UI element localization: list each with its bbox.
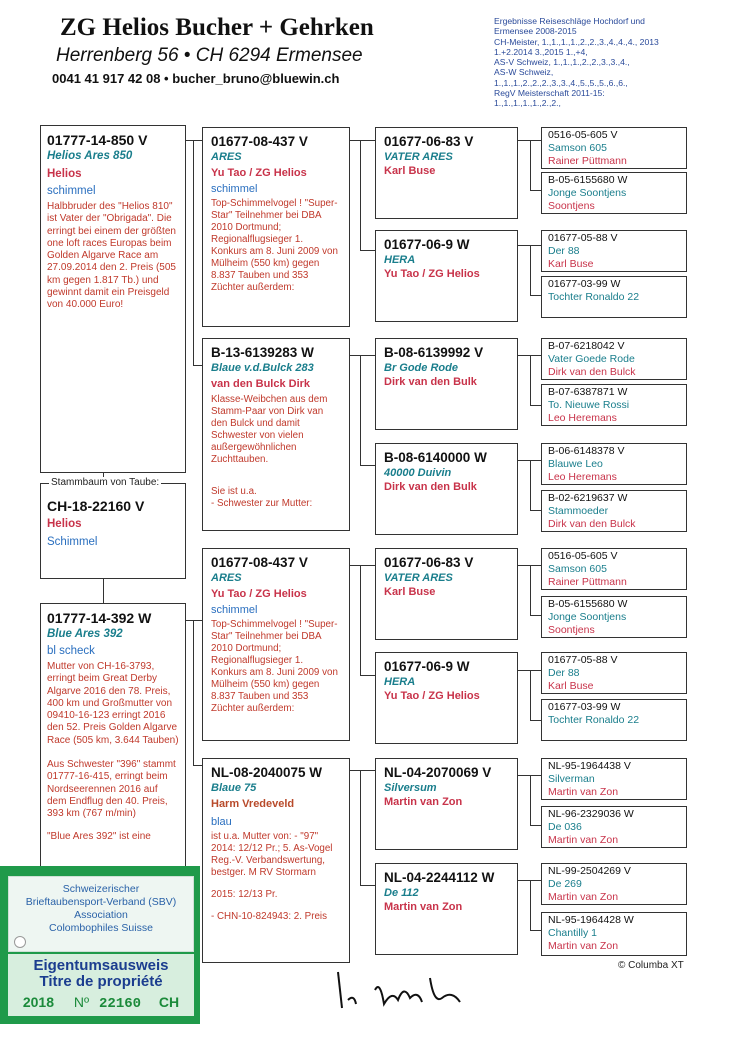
- dam-note: "Blue Ares 392" ist eine: [47, 830, 151, 842]
- ggp-ring: B-08-6139992 V: [384, 345, 484, 360]
- connector-line: [530, 405, 541, 406]
- dam-note: Mutter von CH-16-3793, erringt beim Great Derby Algarve 2016 den 78. Preis, 400 km und Großmutter von 09410-16-123 erringt 2016 den 52. Preis Golden Algarve Race (505 km, 3.644 Tauben): [47, 661, 179, 746]
- connector-line: [530, 245, 531, 295]
- results-line: AS-W Schweiz,: [494, 67, 554, 78]
- gen4-name: Der 88: [548, 245, 580, 257]
- connector-line: [360, 565, 361, 675]
- results-line: Ergebnisse Reiseschläge Hochdorf und: [494, 16, 645, 26]
- ggp-ring: B-08-6140000 W: [384, 450, 487, 465]
- grandparent-name: ARES: [211, 572, 242, 584]
- gen4-card: [541, 806, 687, 848]
- connector-line: [530, 825, 541, 826]
- card-year: 2018: [22, 994, 54, 1010]
- connector-line: [530, 775, 531, 825]
- connector-line: [103, 578, 104, 603]
- grandparent-color: schimmel: [211, 604, 258, 616]
- grandparent-ring: NL-08-2040075 W: [211, 765, 323, 780]
- gen4-owner: Karl Buse: [548, 680, 594, 692]
- connector-line: [530, 295, 541, 296]
- ownership-card: [0, 866, 200, 1024]
- ggp-ring: 01677-06-9 W: [384, 237, 470, 252]
- gen4-owner: Martin van Zon: [548, 891, 619, 903]
- gen4-owner: Dirk van den Bulck: [548, 366, 636, 378]
- sire-color: schimmel: [47, 185, 96, 197]
- results-line: Ermensee 2008-2015: [494, 26, 577, 37]
- gen4-card: [541, 490, 687, 532]
- gen4-card: [541, 699, 687, 741]
- ggp-owner: Karl Buse: [384, 586, 436, 598]
- ggp-owner: Yu Tao / ZG Helios: [384, 690, 480, 702]
- contact-line: 0041 41 917 42 08 • bucher_bruno@bluewin.ch: [52, 71, 340, 86]
- ggp-name: Br Gode Rode: [384, 362, 458, 374]
- gen4-owner: Rainer Püttmann: [548, 155, 627, 167]
- gen4-ring: B-05-6155680 W: [548, 598, 628, 610]
- gen4-card: [541, 384, 687, 426]
- ggp-owner: Dirk van den Bulk: [384, 376, 477, 388]
- grandparent-owner: Yu Tao / ZG Helios: [211, 167, 307, 179]
- grandparent-owner: van den Bulck Dirk: [211, 378, 311, 390]
- grandparent-ring: 01677-08-437 V: [211, 555, 308, 570]
- subject-name: Helios: [47, 518, 82, 530]
- grandparent-name: Blaue v.d.Bulck 283: [211, 362, 314, 374]
- connector-line: [530, 930, 541, 931]
- ggp-owner: Karl Buse: [384, 165, 436, 177]
- gen4-ring: B-07-6218042 V: [548, 340, 625, 352]
- gen4-owner: Leo Heremans: [548, 471, 617, 483]
- gen4-ring: NL-99-2504269 V: [548, 865, 631, 877]
- gen4-card: [541, 912, 687, 956]
- dam-name: Blue Ares 392: [47, 628, 123, 640]
- results-line: 1.,1.,1.,2.,2.,2.,3.,3.,4.,5.,5.,5.,6.,6.,: [494, 77, 628, 88]
- grandparent-card: [202, 758, 350, 963]
- ggp-owner: Yu Tao / ZG Helios: [384, 268, 480, 280]
- gen4-ring: NL-96-2329036 W: [548, 808, 634, 820]
- connector-line: [360, 675, 375, 676]
- results-line: 1.+2.2014 3.,2015 1.,+4,: [494, 46, 588, 57]
- gen4-name: Blauwe Leo: [548, 458, 603, 470]
- grandparent-name: Blaue 75: [211, 782, 257, 794]
- gen4-name: De 269: [548, 878, 582, 890]
- ggp-name: De 112: [384, 887, 419, 899]
- dam-note: Aus Schwester "396" stammt 01777-16-415, erringt beim Nordseerennen 2016 auf dem Endflug den 40. Preis, 393 km (767 m/min): [47, 759, 176, 820]
- gen4-name: Tochter Ronaldo 22: [548, 714, 640, 726]
- gen4-ring: 01677-05-88 V: [548, 654, 618, 666]
- gen4-card: [541, 863, 687, 905]
- gen4-name: Silverman: [548, 773, 595, 785]
- great-grandparent-card: [375, 443, 518, 535]
- results-line: CH-Meister, 1.,1.,1.,1.,2.,2.,3.,4.,4.,4., 2013: [494, 36, 659, 47]
- gen4-name: Samson 605: [548, 563, 607, 575]
- grandparent-card: [202, 127, 350, 327]
- grandparent-note: Top-Schimmelvogel ! "Super-Star" Teilnehmer bei DBA 2010 Dortmund; Regionalflugsieger 1. Konkurs am 8. Juni 2009 von Mülheim (550 km) gegen 8.837 Tauben und 353 Züchter außerdem:: [211, 619, 338, 714]
- card-title: Eigentumsausweis: [33, 957, 169, 974]
- great-grandparent-card: [375, 230, 518, 322]
- sire-card: [40, 125, 186, 473]
- grandparent-note: Top-Schimmelvogel ! "Super-Star" Teilnehmer bei DBA 2010 Dortmund; Regionalflugsieger 1. Konkurs am 8. Juni 2009 von Mülheim (550 km) gegen 8.837 Tauben und 353 Züchter außerdem:: [211, 198, 338, 293]
- connector-line: [193, 140, 194, 365]
- ggp-ring: 01677-06-83 V: [384, 555, 474, 570]
- grandparent-card: [202, 338, 350, 531]
- great-grandparent-card: [375, 758, 518, 850]
- connector-line: [530, 510, 541, 511]
- gen4-owner: Martin van Zon: [548, 940, 619, 952]
- connector-line: [360, 355, 361, 465]
- results-note: [494, 16, 659, 109]
- gen4-owner: Dirk van den Bulck: [548, 518, 636, 530]
- gen4-card: [541, 443, 687, 485]
- gen4-card: [541, 230, 687, 272]
- gen4-card: [541, 758, 687, 800]
- grandparent-owner: Yu Tao / ZG Helios: [211, 588, 307, 600]
- card-org-line: Colombophiles Suisse: [49, 922, 153, 934]
- gen4-name: Jonge Soontjens: [548, 611, 627, 623]
- signature: [330, 960, 480, 1020]
- gen4-card: [541, 652, 687, 694]
- ggp-name: HERA: [384, 254, 416, 266]
- connector-line: [530, 565, 531, 615]
- grandparent-owner: Harm Vredeveld: [211, 798, 295, 810]
- gen4-ring: 01677-03-99 W: [548, 278, 621, 290]
- results-line: 1.,1.,1.,1.,1.,2.,2.,: [494, 98, 561, 109]
- gen4-name: Stammoeder: [548, 505, 609, 517]
- gen4-owner: Karl Buse: [548, 258, 594, 270]
- results-line: RegV Meisterschaft 2011-15:: [494, 88, 605, 99]
- ggp-owner: Martin van Zon: [384, 796, 463, 808]
- gen4-ring: B-02-6219637 W: [548, 492, 628, 504]
- great-grandparent-card: [375, 652, 518, 744]
- gen4-owner: Martin van Zon: [548, 834, 619, 846]
- results-line: AS-V Schweiz, 1.,1.,1.,2.,2.,3.,3.,4.,: [494, 57, 630, 68]
- connector-line: [360, 140, 361, 250]
- dam-card: [40, 603, 186, 873]
- ggp-ring: 01677-06-9 W: [384, 659, 470, 674]
- great-grandparent-card: [375, 863, 518, 955]
- grandparent-ring: B-13-6139283 W: [211, 345, 314, 360]
- sire-owner: Helios: [47, 168, 82, 180]
- ggp-name: Silversum: [384, 782, 437, 794]
- gen4-ring: 01677-05-88 V: [548, 232, 618, 244]
- gen4-card: [541, 338, 687, 380]
- subject-color: Schimmel: [47, 536, 98, 548]
- ggp-name: 40000 Duivin: [384, 467, 452, 479]
- ggp-ring: NL-04-2244112 W: [384, 870, 495, 885]
- ggp-name: VATER ARES: [384, 151, 453, 163]
- subject-card: [40, 477, 186, 579]
- gen4-ring: B-06-6148378 V: [548, 445, 625, 457]
- great-grandparent-card: [375, 127, 518, 219]
- card-number: 22160: [99, 996, 142, 1012]
- gen4-ring: 0516-05-605 V: [548, 550, 618, 562]
- gen4-ring: 0516-05-605 V: [548, 129, 618, 141]
- card-org-line: Brieftaubensport-Verband (SBV): [25, 896, 177, 908]
- dam-color: bl scheck: [47, 645, 95, 657]
- card-country: CH: [158, 994, 180, 1010]
- connector-line: [360, 770, 361, 885]
- sire-note: Halbbruder des "Helios 810" ist Vater der "Obrigada". Die erringt bei einem der größten one loft races Europas beim Golden Algarve Race am 27.09.2014 den 2. Preis (505 km gegen 1.817 Tb.) und gewinnt damit ein Preisgeld von 40.000 Euro!: [47, 201, 176, 311]
- gen4-ring: B-07-6387871 W: [548, 386, 628, 398]
- gen4-owner: Rainer Püttmann: [548, 576, 627, 588]
- card-title: Titre de propriété: [39, 973, 163, 990]
- great-grandparent-card: [375, 338, 518, 430]
- grandparent-color: schimmel: [211, 183, 258, 195]
- grandparent-card: [202, 548, 350, 741]
- card-no-label: Nº: [73, 994, 90, 1010]
- connector-line: [360, 885, 375, 886]
- connector-line: [350, 140, 375, 141]
- sire-name: Helios Ares 850: [47, 150, 133, 162]
- subject-caption: Stammbaum von Taube:: [51, 477, 160, 488]
- gen4-ring: B-05-6155680 W: [548, 174, 628, 186]
- connector-line: [530, 720, 541, 721]
- connector-line: [530, 190, 541, 191]
- gen4-owner: Martin van Zon: [548, 786, 619, 798]
- ggp-owner: Dirk van den Bulk: [384, 481, 477, 493]
- gen4-name: Der 88: [548, 667, 580, 679]
- gen4-name: Chantilly 1: [548, 927, 598, 939]
- grandparent-note: ist u.a. Mutter von: - "97" 2014: 12/12 Pr.; 5. As-Vogel Reg.-V. Verbandswertung, bestger. M RV Stormarn: [211, 831, 333, 878]
- grandparent-note: Sie ist u.a.: [211, 486, 257, 497]
- connector-line: [530, 460, 531, 510]
- gen4-card: [541, 172, 687, 214]
- gen4-card: [541, 548, 687, 590]
- ggp-ring: NL-04-2070069 V: [384, 765, 492, 780]
- grandparent-note: - CHN-10-824943: 2. Preis: [211, 911, 327, 922]
- connector-line: [350, 770, 375, 771]
- connector-line: [193, 765, 202, 766]
- connector-line: [360, 465, 375, 466]
- gen4-card: [541, 276, 687, 318]
- grandparent-note: 2015: 12/13 Pr.: [211, 889, 278, 900]
- gen4-card: [541, 127, 687, 169]
- grandparent-color: blau: [211, 816, 232, 828]
- address: Herrenberg 56 • CH 6294 Ermensee: [56, 45, 363, 66]
- gen4-card: [541, 596, 687, 638]
- gen4-name: To. Nieuwe Rossi: [548, 399, 630, 411]
- card-org-line: Association: [74, 909, 128, 921]
- gen4-ring: NL-95-1964438 V: [548, 760, 631, 772]
- ggp-owner: Martin van Zon: [384, 901, 463, 913]
- gen4-owner: Soontjens: [548, 200, 595, 212]
- connector-line: [350, 355, 375, 356]
- gen4-name: Samson 605: [548, 142, 607, 154]
- ggp-name: HERA: [384, 676, 416, 688]
- ggp-name: VATER ARES: [384, 572, 453, 584]
- grandparent-note: - Schwester zur Mutter:: [211, 498, 313, 509]
- page-title: ZG Helios Bucher + Gehrken: [60, 14, 374, 41]
- card-org-line: Schweizerischer: [62, 883, 140, 895]
- sire-ring: 01777-14-850 V: [47, 132, 148, 148]
- connector-line: [193, 365, 202, 366]
- card-bottom-panel: [8, 954, 194, 1016]
- gen4-name: Tochter Ronaldo 22: [548, 291, 640, 303]
- ggp-ring: 01677-06-83 V: [384, 134, 474, 149]
- card-top-panel: [8, 876, 194, 952]
- grandparent-note: Klasse-Weibchen aus dem Stamm-Paar von Dirk van den Bulck und damit Schwester von vielen außergewöhnlichen Zuchttauben.: [211, 394, 328, 465]
- grandparent-name: ARES: [211, 151, 242, 163]
- gen4-name: Jonge Soontjens: [548, 187, 627, 199]
- grandparent-ring: 01677-08-437 V: [211, 134, 308, 149]
- connector-line: [530, 670, 531, 720]
- connector-line: [530, 615, 541, 616]
- copyright: © Columba XT: [618, 960, 684, 971]
- connector-line: [530, 880, 531, 930]
- connector-line: [193, 620, 194, 765]
- connector-line: [530, 355, 531, 405]
- dam-ring: 01777-14-392 W: [47, 610, 152, 626]
- great-grandparent-card: [375, 548, 518, 640]
- gen4-owner: Soontjens: [548, 624, 595, 636]
- connector-line: [360, 250, 375, 251]
- card-hole-icon: [14, 936, 26, 948]
- connector-line: [350, 565, 375, 566]
- gen4-name: De 036: [548, 821, 582, 833]
- gen4-name: Vater Goede Rode: [548, 353, 635, 365]
- gen4-ring: 01677-03-99 W: [548, 701, 621, 713]
- gen4-ring: NL-95-1964428 W: [548, 914, 634, 926]
- connector-line: [530, 140, 531, 190]
- gen4-owner: Leo Heremans: [548, 412, 617, 424]
- subject-ring: CH-18-22160 V: [47, 498, 145, 514]
